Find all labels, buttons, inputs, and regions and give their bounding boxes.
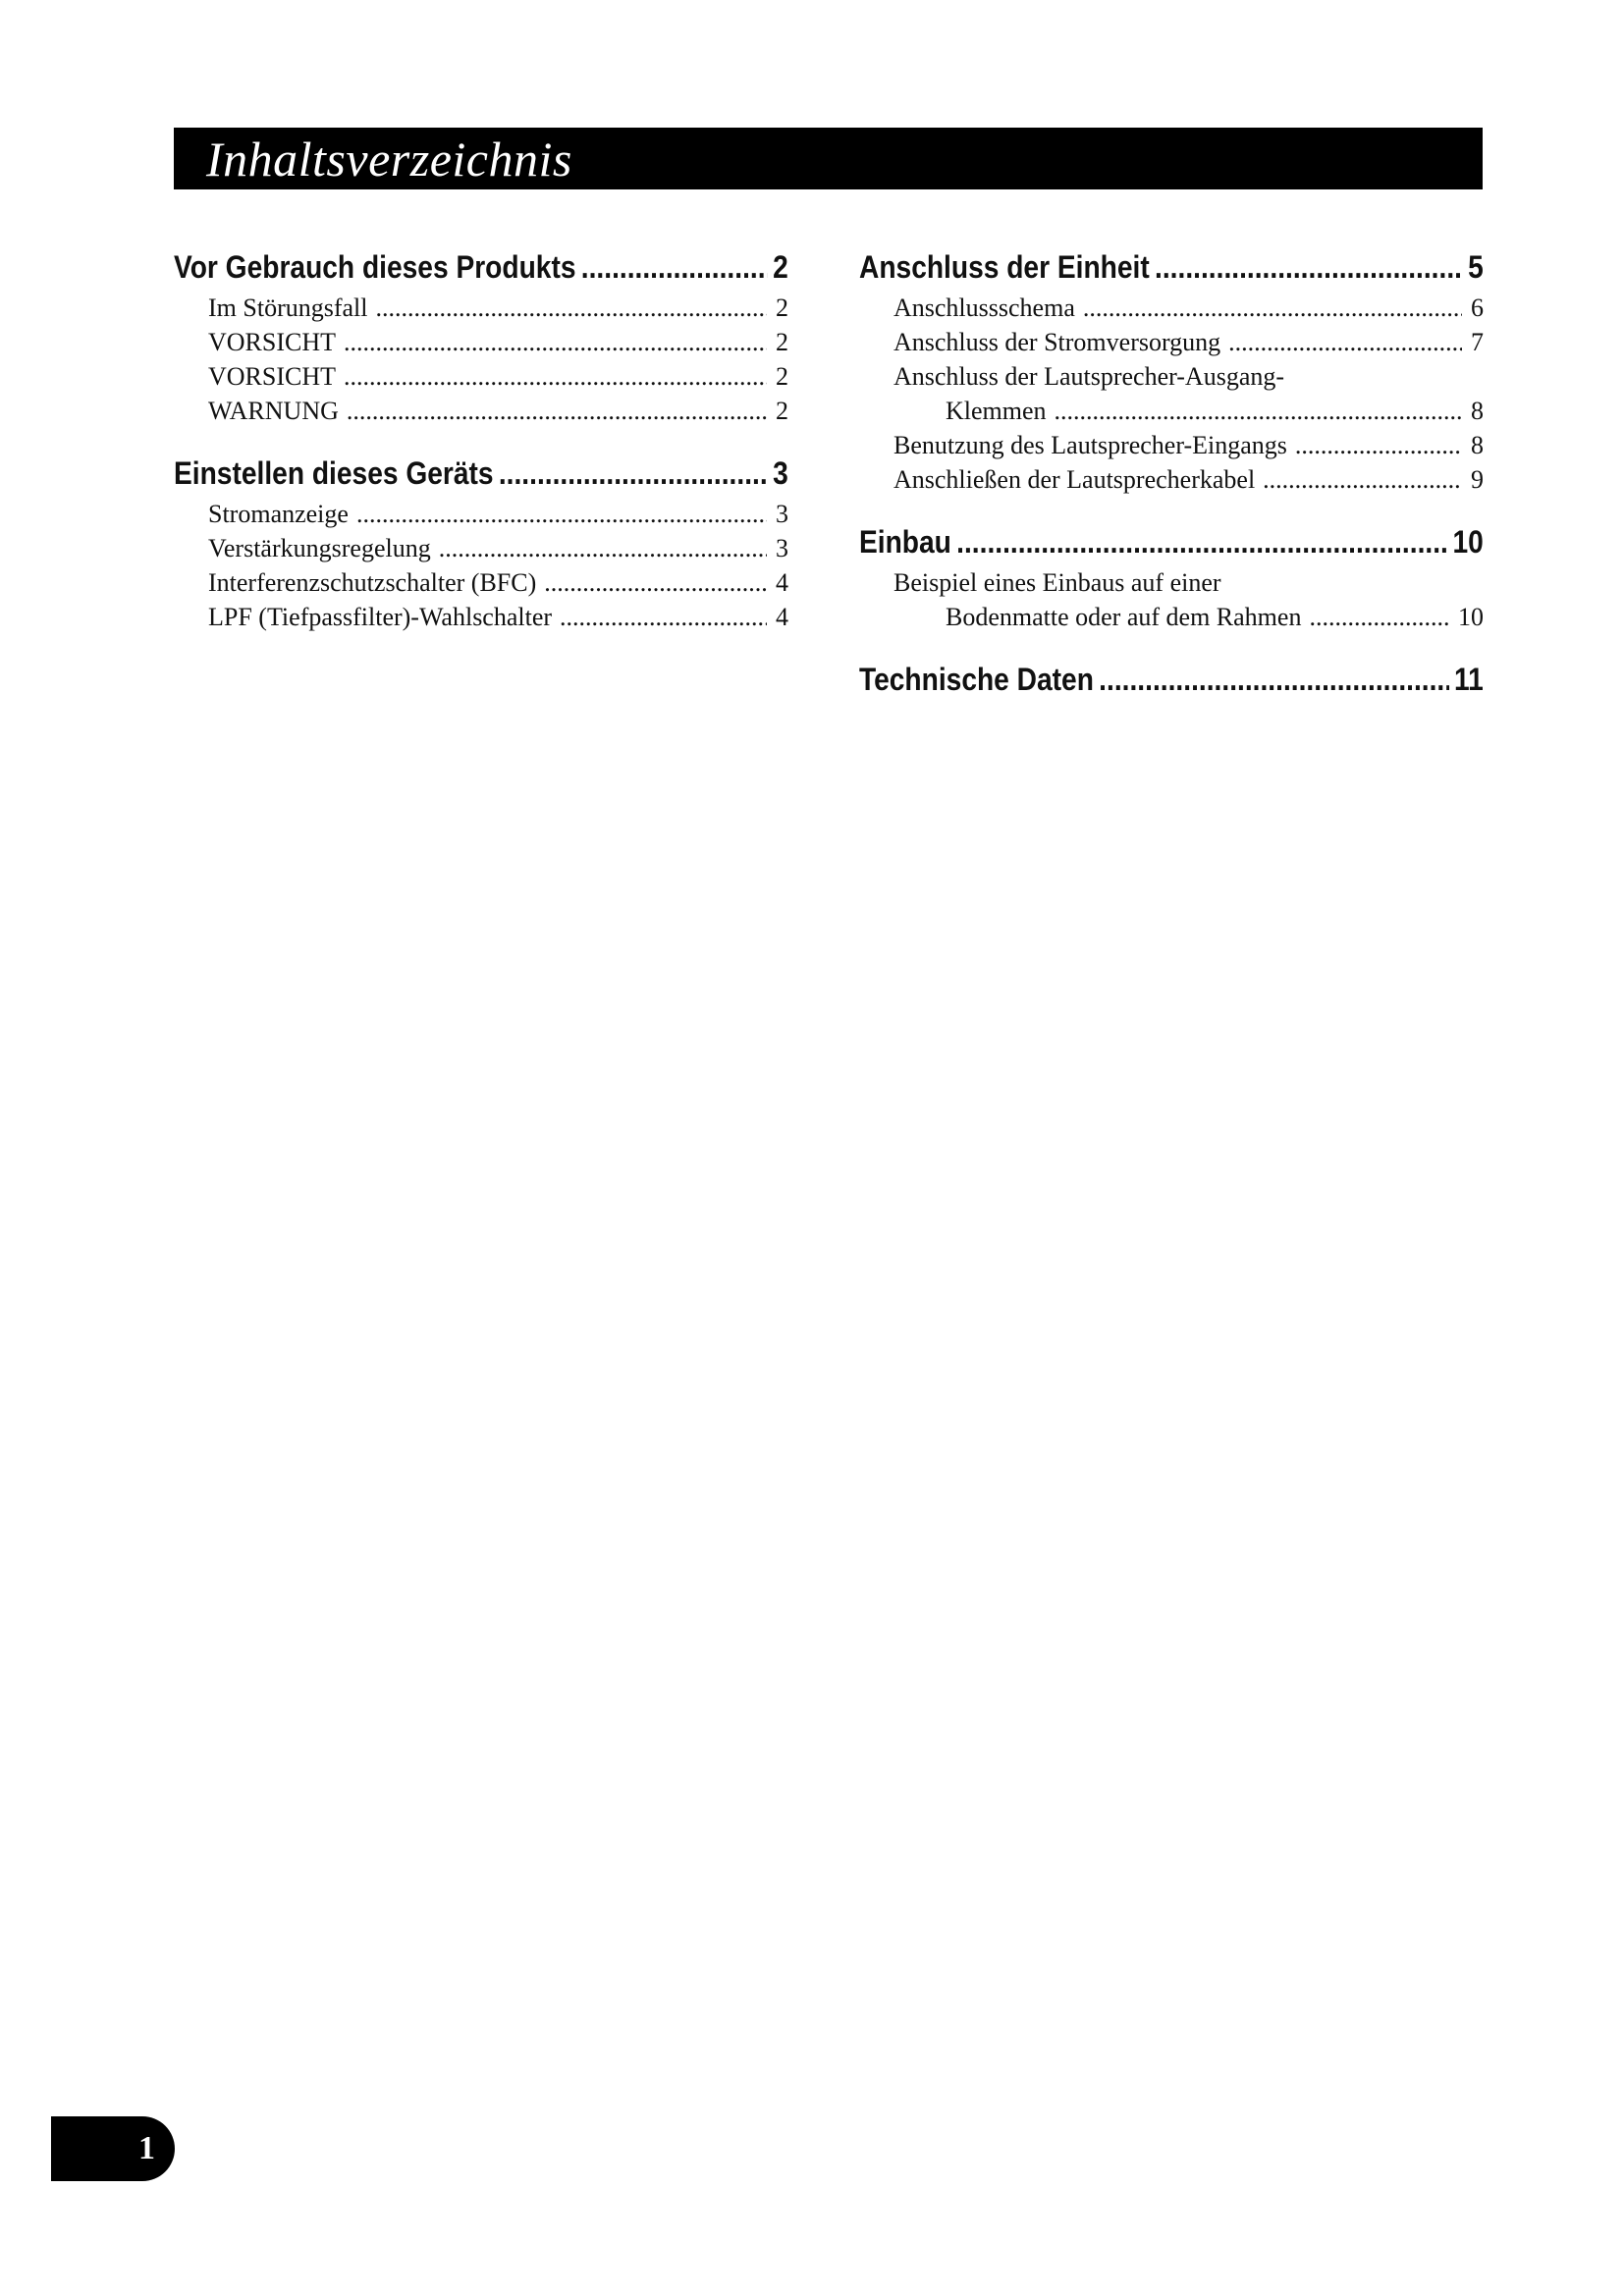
toc-entry[interactable]: [174, 497, 788, 531]
toc-section-heading[interactable]: [174, 243, 788, 291]
toc-section: [859, 243, 1484, 497]
toc-section-heading[interactable]: [859, 243, 1484, 291]
toc-entry[interactable]: [859, 565, 1484, 600]
dot-leader: [1263, 462, 1462, 497]
dot-leader: [956, 518, 1447, 565]
toc-entry[interactable]: [859, 428, 1484, 462]
entry-page-number: 8: [1471, 431, 1484, 459]
entry-label-continuation: Bodenmatte oder auf dem Rahmen: [946, 603, 1302, 631]
entry-page-number: 8: [1471, 397, 1484, 425]
page-number-tab: [51, 2116, 175, 2181]
dot-leader: [347, 394, 767, 428]
dot-leader: [1099, 656, 1449, 703]
section-page-number: 3: [773, 455, 788, 491]
entry-page-number: 6: [1471, 294, 1484, 322]
toc-section: [859, 518, 1484, 634]
entry-label: Stromanzeige: [208, 500, 349, 528]
dot-leader: [1055, 394, 1462, 428]
entry-label: Anschlussschema: [893, 294, 1075, 322]
section-title: Einbau: [859, 524, 951, 560]
toc-entry[interactable]: [859, 291, 1484, 325]
entry-label: Anschließen der Lautsprecherkabel: [893, 465, 1256, 494]
dot-leader: [376, 291, 768, 325]
dot-leader: [1083, 291, 1462, 325]
section-page-number: 10: [1452, 524, 1484, 560]
page-number: 1: [138, 2130, 155, 2166]
section-page-number: 11: [1454, 662, 1484, 697]
dot-leader: [1155, 243, 1463, 291]
toc-entry-continuation[interactable]: [859, 394, 1484, 428]
section-page-number: 2: [773, 249, 788, 285]
toc-right-column: [859, 243, 1484, 724]
entry-page-number: 2: [776, 294, 788, 322]
toc-section: [859, 656, 1484, 703]
toc-entry[interactable]: [174, 600, 788, 634]
dot-leader: [344, 325, 767, 359]
entry-label: VORSICHT: [208, 362, 337, 391]
toc-entry-continuation[interactable]: [859, 600, 1484, 634]
toc-entry[interactable]: [174, 325, 788, 359]
toc-section: [174, 243, 788, 428]
entry-page-number: 2: [776, 362, 788, 391]
entry-label: Verstärkungsregelung: [208, 534, 431, 562]
toc-section-heading[interactable]: [174, 450, 788, 497]
entry-page-number: 7: [1471, 328, 1484, 356]
section-title: Einstellen dieses Geräts: [174, 455, 494, 491]
dot-leader: [560, 600, 767, 634]
toc-section: [174, 450, 788, 634]
section-title: Anschluss der Einheit: [859, 249, 1150, 285]
toc-entry[interactable]: [174, 359, 788, 394]
entry-page-number: 2: [776, 397, 788, 425]
toc-entry[interactable]: [859, 325, 1484, 359]
entry-label: Benutzung des Lautsprecher-Eingangs: [893, 431, 1287, 459]
dot-leader: [344, 359, 767, 394]
entry-page-number: 3: [776, 500, 788, 528]
dot-leader: [356, 497, 767, 531]
section-title: Technische Daten: [859, 662, 1094, 697]
title-bar: [174, 128, 1483, 189]
entry-label: VORSICHT: [208, 328, 337, 356]
entry-label: Beispiel eines Einbaus auf einer: [893, 568, 1221, 597]
toc-entry[interactable]: [174, 291, 788, 325]
dot-leader: [1228, 325, 1462, 359]
entry-page-number: 9: [1471, 465, 1484, 494]
entry-page-number: 4: [776, 568, 788, 597]
dot-leader: [499, 450, 768, 497]
entry-page-number: 3: [776, 534, 788, 562]
toc-entry[interactable]: [174, 531, 788, 565]
entry-page-number: 10: [1458, 603, 1484, 631]
entry-label: Im Störungsfall: [208, 294, 368, 322]
dot-leader: [1295, 428, 1462, 462]
page-title: Inhaltsverzeichnis: [206, 132, 572, 187]
toc-entry[interactable]: [174, 394, 788, 428]
dot-leader: [1309, 600, 1450, 634]
entry-label: Anschluss der Stromversorgung: [893, 328, 1221, 356]
entry-page-number: 4: [776, 603, 788, 631]
entry-label: Anschluss der Lautsprecher-Ausgang-: [893, 362, 1285, 391]
dot-leader: [544, 565, 767, 600]
section-page-number: 5: [1468, 249, 1484, 285]
toc-section-heading[interactable]: [859, 656, 1484, 703]
toc-left-column: [174, 243, 788, 656]
toc-entry[interactable]: [859, 462, 1484, 497]
toc-entry[interactable]: [859, 359, 1484, 394]
entry-label-continuation: Klemmen: [946, 397, 1047, 425]
section-title: Vor Gebrauch dieses Produkts: [174, 249, 576, 285]
entry-label: Interferenzschutzschalter (BFC): [208, 568, 537, 597]
entry-page-number: 2: [776, 328, 788, 356]
entry-label: WARNUNG: [208, 397, 339, 425]
toc-entry[interactable]: [174, 565, 788, 600]
entry-label: LPF (Tiefpassfilter)-Wahlschalter: [208, 603, 553, 631]
dot-leader: [439, 531, 767, 565]
dot-leader: [581, 243, 768, 291]
toc-section-heading[interactable]: [859, 518, 1484, 565]
